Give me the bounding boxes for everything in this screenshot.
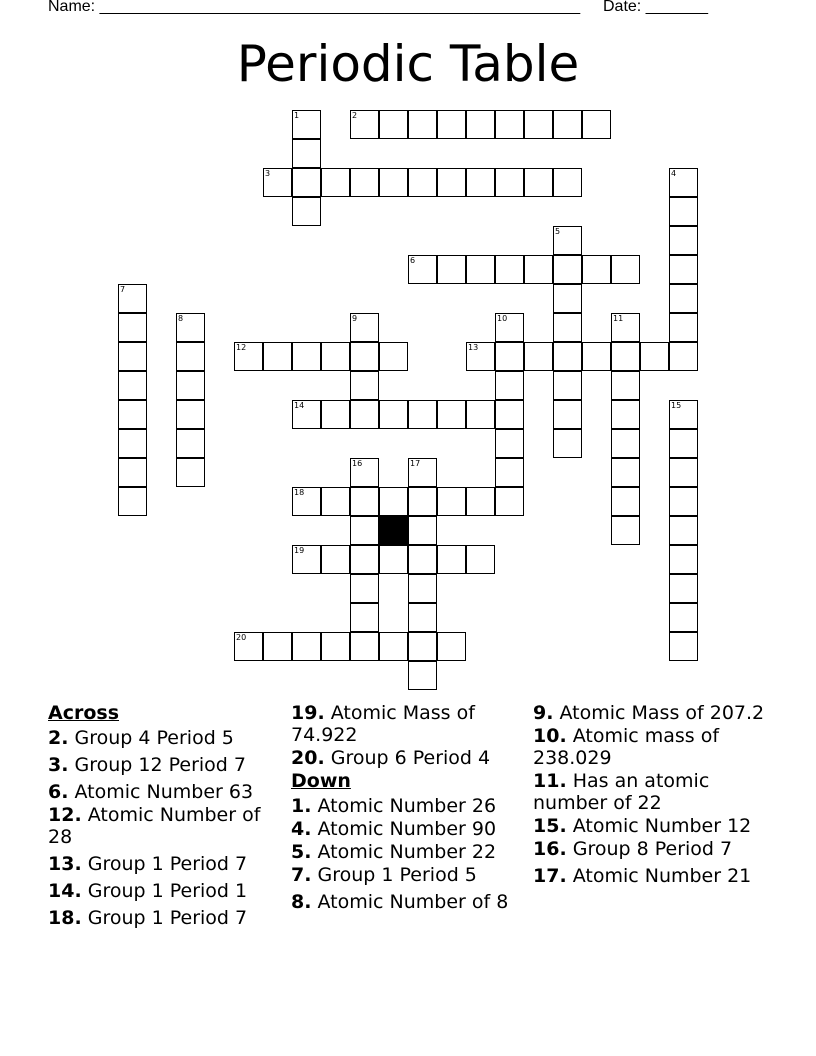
crossword-cell[interactable] <box>292 342 321 371</box>
cell-number: 19 <box>294 546 305 555</box>
crossword-cell[interactable] <box>437 168 466 197</box>
clue-column-3 <box>533 702 773 892</box>
crossword-cell[interactable] <box>350 574 379 603</box>
crossword-cell[interactable] <box>321 545 350 574</box>
crossword-cell[interactable] <box>379 545 408 574</box>
crossword-cell[interactable] <box>321 632 350 661</box>
crossword-cell[interactable] <box>669 429 698 458</box>
clue-text: Atomic Number 63 <box>74 781 254 803</box>
crossword-cell[interactable] <box>611 313 640 342</box>
crossword-cell[interactable] <box>437 632 466 661</box>
crossword-cell[interactable] <box>176 342 205 371</box>
crossword-cell[interactable] <box>379 110 408 139</box>
crossword-cell[interactable] <box>408 110 437 139</box>
date-label: Date: <box>603 0 642 15</box>
clue-number: 15. <box>533 815 567 837</box>
clue-number: 4. <box>291 818 312 840</box>
cell-number: 7 <box>120 285 126 294</box>
name-label: Name: <box>48 0 96 15</box>
crossword-cell[interactable] <box>582 110 611 139</box>
crossword-cell[interactable] <box>118 400 147 429</box>
crossword-cell[interactable] <box>350 487 379 516</box>
clue-number: 19. <box>291 702 325 724</box>
crossword-cell[interactable] <box>408 574 437 603</box>
cell-number: 15 <box>671 401 682 410</box>
clue-text: Atomic Number 26 <box>317 795 497 817</box>
crossword-cell[interactable] <box>437 400 466 429</box>
crossword-cell[interactable] <box>611 516 640 545</box>
clue-number: 2. <box>48 727 69 749</box>
crossword-cell[interactable] <box>553 429 582 458</box>
crossword-cell[interactable] <box>408 545 437 574</box>
cell-number: 17 <box>410 459 421 468</box>
crossword-cell[interactable] <box>611 255 640 284</box>
crossword-cell[interactable] <box>118 284 147 313</box>
crossword-cell[interactable] <box>611 342 640 371</box>
crossword-cell[interactable] <box>118 458 147 487</box>
crossword-cell[interactable] <box>292 197 321 226</box>
crossword-cell[interactable] <box>669 197 698 226</box>
crossword-cell[interactable] <box>524 342 553 371</box>
crossword-cell[interactable] <box>350 110 379 139</box>
clue-number: 14. <box>48 880 82 902</box>
crossword-cell[interactable] <box>553 371 582 400</box>
cell-number: 8 <box>178 314 184 323</box>
clue-number: 16. <box>533 838 567 860</box>
crossword-cell[interactable] <box>466 255 495 284</box>
clue-column-2 <box>291 702 516 918</box>
clue-number: 9. <box>533 702 554 724</box>
crossword-cell[interactable] <box>466 400 495 429</box>
clue-text: Group 1 Period 7 <box>87 907 248 929</box>
clue-item <box>48 781 278 803</box>
crossword-cell[interactable] <box>408 168 437 197</box>
clue-item <box>291 864 516 886</box>
crossword-cell[interactable] <box>437 110 466 139</box>
crossword-cell[interactable] <box>495 371 524 400</box>
crossword-cell[interactable] <box>176 313 205 342</box>
clue-item <box>48 727 278 749</box>
clue-item <box>291 818 516 840</box>
crossword-cell[interactable] <box>495 342 524 371</box>
crossword-cell[interactable] <box>437 255 466 284</box>
crossword-cell[interactable] <box>669 603 698 632</box>
clue-item <box>291 702 516 746</box>
crossword-cell[interactable] <box>321 487 350 516</box>
cell-number: 6 <box>410 256 416 265</box>
clue-text: Has an atomic number of 22 <box>533 770 710 814</box>
clue-column-1 <box>48 702 278 934</box>
clue-number: 17. <box>533 865 567 887</box>
crossword-cell[interactable] <box>495 110 524 139</box>
crossword-cell[interactable] <box>292 400 321 429</box>
crossword-cell[interactable] <box>176 429 205 458</box>
crossword-cell[interactable] <box>292 168 321 197</box>
crossword-cell[interactable] <box>611 458 640 487</box>
clue-text: Atomic Number 22 <box>317 841 497 863</box>
clue-number: 20. <box>291 747 325 769</box>
crossword-cell[interactable] <box>524 168 553 197</box>
crossword-cell[interactable] <box>495 255 524 284</box>
black-square <box>379 516 408 545</box>
crossword-cell[interactable] <box>466 168 495 197</box>
clue-text: Group 6 Period 4 <box>330 747 491 769</box>
crossword-cell[interactable] <box>350 400 379 429</box>
crossword-cell[interactable] <box>176 371 205 400</box>
crossword-cell[interactable] <box>669 342 698 371</box>
crossword-cell[interactable] <box>495 313 524 342</box>
crossword-cell[interactable] <box>669 487 698 516</box>
crossword-cell[interactable] <box>611 429 640 458</box>
clue-number: 18. <box>48 907 82 929</box>
crossword-cell[interactable] <box>350 371 379 400</box>
clue-text: Atomic Number of 8 <box>317 891 509 913</box>
crossword-cell[interactable] <box>466 487 495 516</box>
clue-text: Atomic Number of 28 <box>48 804 261 848</box>
crossword-cell[interactable] <box>321 342 350 371</box>
clue-number: 8. <box>291 891 312 913</box>
crossword-cell[interactable] <box>582 255 611 284</box>
cell-number: 13 <box>468 343 479 352</box>
down-heading: Down <box>291 770 351 792</box>
crossword-cell[interactable] <box>495 458 524 487</box>
crossword-cell[interactable] <box>669 545 698 574</box>
name-line[interactable]: ______________________________________________________ <box>99 0 581 15</box>
crossword-cell[interactable] <box>350 168 379 197</box>
clue-item <box>291 841 516 863</box>
crossword-cell[interactable] <box>524 110 553 139</box>
clue-item <box>291 795 516 817</box>
crossword-cell[interactable] <box>669 226 698 255</box>
crossword-cell[interactable] <box>379 342 408 371</box>
crossword-cell[interactable] <box>379 487 408 516</box>
crossword-cell[interactable] <box>611 487 640 516</box>
clue-item <box>533 770 773 814</box>
crossword-cell[interactable] <box>118 313 147 342</box>
crossword-cell[interactable] <box>437 487 466 516</box>
clue-text: Atomic mass of 238.029 <box>533 725 720 769</box>
cell-number: 14 <box>294 401 305 410</box>
crossword-cell[interactable] <box>553 284 582 313</box>
crossword-cell[interactable] <box>669 574 698 603</box>
clue-item <box>48 804 278 848</box>
crossword-cell[interactable] <box>553 400 582 429</box>
clue-item <box>291 891 516 913</box>
crossword-cell[interactable] <box>118 371 147 400</box>
crossword-cell[interactable] <box>379 400 408 429</box>
date-line[interactable]: _______ <box>645 0 708 15</box>
crossword-cell[interactable] <box>669 284 698 313</box>
clue-text: Atomic Mass of 207.2 <box>559 702 765 724</box>
crossword-cell[interactable] <box>669 400 698 429</box>
crossword-cell[interactable] <box>263 342 292 371</box>
cell-number: 20 <box>236 633 247 642</box>
crossword-cell[interactable] <box>350 545 379 574</box>
crossword-cell[interactable] <box>350 603 379 632</box>
crossword-cell[interactable] <box>234 632 263 661</box>
clue-number: 6. <box>48 781 69 803</box>
crossword-cell[interactable] <box>176 400 205 429</box>
crossword-cell[interactable] <box>350 458 379 487</box>
crossword-cell[interactable] <box>321 400 350 429</box>
crossword-cell[interactable] <box>640 342 669 371</box>
cell-number: 4 <box>671 169 677 178</box>
crossword-cell[interactable] <box>408 603 437 632</box>
crossword-cell[interactable] <box>495 400 524 429</box>
clue-text: Group 8 Period 7 <box>572 838 733 860</box>
crossword-cell[interactable] <box>263 632 292 661</box>
cell-number: 11 <box>613 314 624 323</box>
clue-text: Atomic Number 90 <box>317 818 497 840</box>
clue-text: Atomic Number 21 <box>572 865 752 887</box>
cell-number: 2 <box>352 111 358 120</box>
crossword-cell[interactable] <box>350 632 379 661</box>
crossword-cell[interactable] <box>350 313 379 342</box>
across-heading: Across <box>48 702 120 724</box>
clue-text: Group 4 Period 5 <box>74 727 234 749</box>
clue-item <box>291 747 516 769</box>
crossword-cell[interactable] <box>408 661 437 690</box>
clue-item <box>48 853 278 875</box>
crossword-cell[interactable] <box>669 458 698 487</box>
crossword-cell[interactable] <box>495 429 524 458</box>
cell-number: 10 <box>497 314 508 323</box>
cell-number: 3 <box>265 169 271 178</box>
clue-number: 10. <box>533 725 567 747</box>
crossword-cell[interactable] <box>118 487 147 516</box>
crossword-cell[interactable] <box>321 168 350 197</box>
crossword-cell[interactable] <box>292 139 321 168</box>
crossword-cell[interactable] <box>437 545 466 574</box>
crossword-cell[interactable] <box>466 342 495 371</box>
cell-number: 9 <box>352 314 358 323</box>
clue-item <box>533 815 773 837</box>
clue-item <box>48 754 278 776</box>
crossword-cell[interactable] <box>553 255 582 284</box>
crossword-cell[interactable] <box>408 632 437 661</box>
crossword-cell[interactable] <box>553 168 582 197</box>
crossword-cell[interactable] <box>292 632 321 661</box>
clue-number: 12. <box>48 804 82 826</box>
clue-item <box>533 702 773 724</box>
crossword-cell[interactable] <box>292 545 321 574</box>
crossword-cell[interactable] <box>118 429 147 458</box>
clue-text: Group 1 Period 1 <box>87 880 248 902</box>
crossword-cell[interactable] <box>611 371 640 400</box>
cell-number: 12 <box>236 343 247 352</box>
crossword-cell[interactable] <box>669 168 698 197</box>
clue-number: 5. <box>291 841 312 863</box>
crossword-cell[interactable] <box>292 487 321 516</box>
clue-number: 3. <box>48 754 69 776</box>
crossword-cell[interactable] <box>379 168 408 197</box>
clue-number: 7. <box>291 864 312 886</box>
crossword-cell[interactable] <box>234 342 263 371</box>
crossword-cell[interactable] <box>176 458 205 487</box>
crossword-cell[interactable] <box>118 342 147 371</box>
crossword-cell[interactable] <box>408 516 437 545</box>
crossword-cell[interactable] <box>495 168 524 197</box>
crossword-cell[interactable] <box>350 342 379 371</box>
crossword-cell[interactable] <box>553 110 582 139</box>
crossword-cell[interactable] <box>466 545 495 574</box>
clue-text: Atomic Number 12 <box>572 815 752 837</box>
crossword-cell[interactable] <box>408 255 437 284</box>
clue-number: 1. <box>291 795 312 817</box>
crossword-cell[interactable] <box>582 342 611 371</box>
crossword-cell[interactable] <box>669 516 698 545</box>
crossword-cell[interactable] <box>669 632 698 661</box>
crossword-cell[interactable] <box>669 313 698 342</box>
cell-number: 5 <box>555 227 561 236</box>
cell-number: 1 <box>294 111 300 120</box>
crossword-cell[interactable] <box>611 400 640 429</box>
cell-number: 16 <box>352 459 363 468</box>
clue-text: Group 1 Period 7 <box>87 853 248 875</box>
crossword-cell[interactable] <box>379 632 408 661</box>
clue-item <box>533 725 773 769</box>
clue-item <box>533 865 773 887</box>
cell-number: 18 <box>294 488 305 497</box>
clue-item <box>48 880 278 902</box>
crossword-cell[interactable] <box>553 226 582 255</box>
clue-number: 13. <box>48 853 82 875</box>
crossword-cell[interactable] <box>408 458 437 487</box>
clue-text: Group 1 Period 5 <box>317 864 477 886</box>
crossword-cell[interactable] <box>350 516 379 545</box>
clue-text: Group 12 Period 7 <box>74 754 246 776</box>
clue-item <box>48 907 278 929</box>
page-title: Periodic Table <box>236 35 580 93</box>
crossword-cell[interactable] <box>495 487 524 516</box>
crossword-cell[interactable] <box>466 110 495 139</box>
crossword-cell[interactable] <box>553 313 582 342</box>
clue-number: 11. <box>533 770 567 792</box>
crossword-cell[interactable] <box>408 487 437 516</box>
crossword-cell[interactable] <box>524 255 553 284</box>
crossword-cell[interactable] <box>669 255 698 284</box>
clue-text: Atomic Mass of 74.922 <box>291 702 475 746</box>
clue-item <box>533 838 773 860</box>
crossword-cell[interactable] <box>408 400 437 429</box>
crossword-cell[interactable] <box>292 110 321 139</box>
crossword-cell[interactable] <box>263 168 292 197</box>
crossword-cell[interactable] <box>553 342 582 371</box>
